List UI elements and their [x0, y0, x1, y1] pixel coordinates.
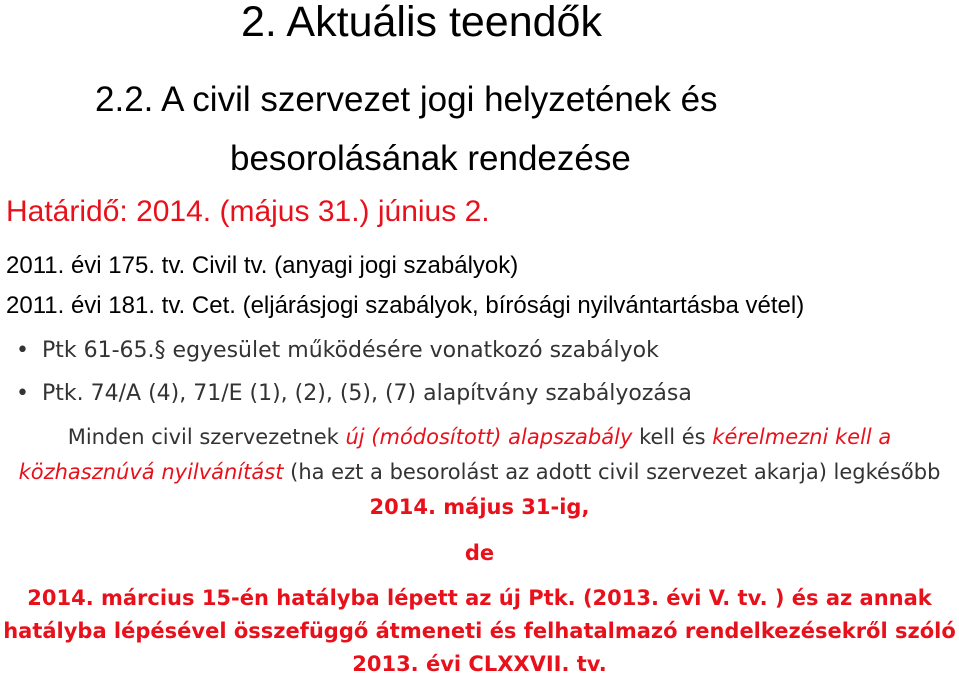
deadline-text: Határidő: 2014. (május 31.) június 2. [6, 195, 490, 228]
connector-text: de [464, 541, 495, 565]
final-statement: 2014. március 15-én hatályba lépett az új Ptk. (2013. évi V. tv. ) és az annak hatályba lépésével összefüggő átmeneti és felhatalmazó rendelkezésekről szóló 2013. évi CLXXVII. tv. [3, 586, 956, 676]
slide-title: 2. Aktuális teendők [241, 0, 602, 46]
bullet-marker: • [16, 381, 29, 406]
paragraph-emphasis: kérelmezni kell a közhasznúvá nyilvánítást [18, 425, 892, 484]
requirement-paragraph [6, 420, 953, 525]
law-cet: 2011. évi 181. tv. Cet. (eljárásjogi szabályok, bírósági nyilvántartásba vétel) [6, 292, 805, 319]
bullet-marker: • [16, 338, 29, 363]
paragraph-emphasis: új (módosított) alapszabály [345, 425, 633, 449]
law-civil-tv: 2011. évi 175. tv. Civil tv. (anyagi jogi szabályok) [6, 252, 519, 279]
paragraph-text: kell és [639, 425, 706, 449]
paragraph-text: (ha ezt a besorolást az adott civil szervezet akarja) legkésőbb [290, 460, 941, 484]
bullet-text: Ptk 61-65.§ egyesület működésére vonatkozó szabályok [42, 338, 659, 363]
paragraph-text: Minden civil szervezetnek [67, 425, 339, 449]
slide-subtitle-line2: besorolásának rendezése [230, 139, 631, 178]
slide-subtitle-line1: 2.2. A civil szervezet jogi helyzetének és [95, 80, 718, 119]
bullet-text: Ptk. 74/A (4), 71/E (1), (2), (5), (7) alapítvány szabályozása [42, 381, 692, 406]
paragraph-deadline: 2014. május 31-ig, [369, 495, 590, 519]
